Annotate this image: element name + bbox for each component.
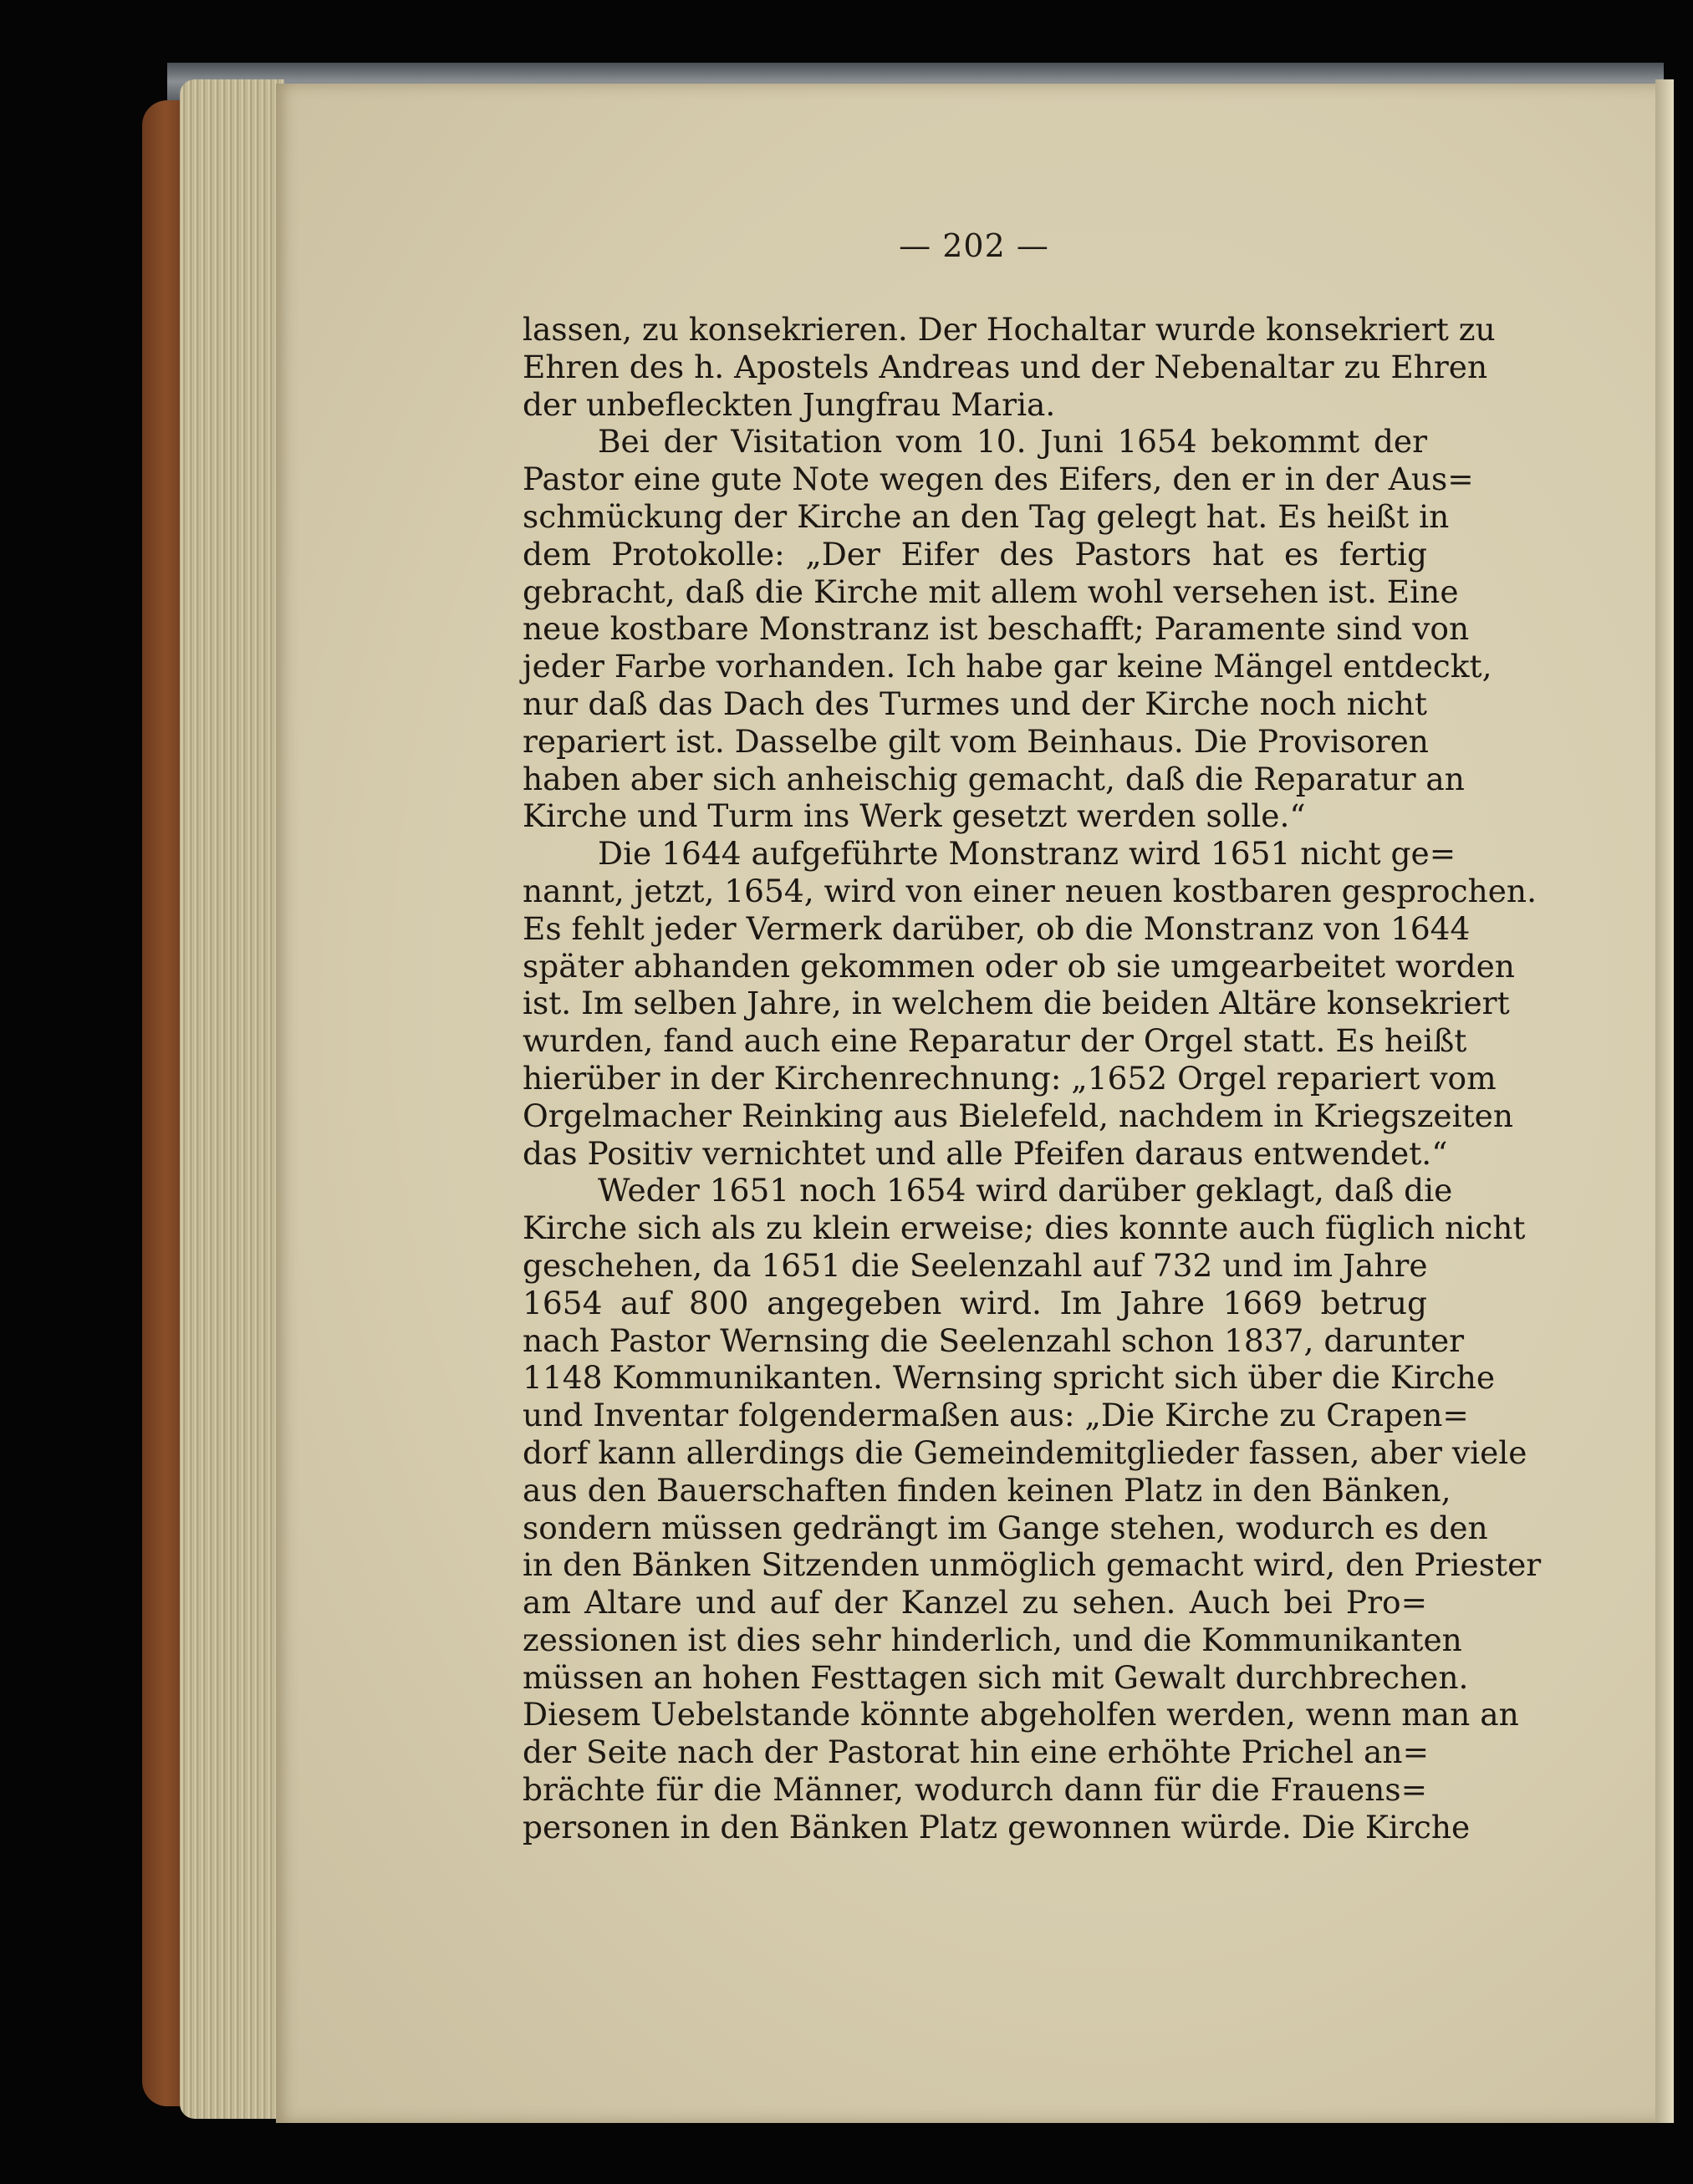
text-line: nur daß das Dach des Turmes und der Kirche noch nicht [523,685,1427,722]
text-line: nannt, jetzt, 1654, wird von einer neuen kostbaren gesprochen. [523,872,1537,909]
text-line: Die 1644 aufgeführte Monstranz wird 1651 nicht ge= [598,835,1456,873]
text-line: Bei der Visitation vom 10. Juni 1654 bekommt der [598,423,1427,461]
text-line: später abhanden gekommen oder ob sie umgearbeitet worden [523,947,1515,985]
text-line: brächte für die Männer, wodurch dann für die Frauens= [523,1771,1427,1809]
text-line: haben aber sich anheischig gemacht, daß die Reparatur an [523,760,1465,797]
text-line: der Seite nach der Pastorat hin eine erhöhte Prichel an= [523,1733,1429,1771]
text-line: zessionen ist dies sehr hinderlich, und die Kommunikanten [523,1621,1462,1658]
text-line: das Positiv vernichtet und alle Pfeifen daraus entwendet.“ [523,1134,1448,1172]
text-line: Ehren des h. Apostels Andreas und der Nebenaltar zu Ehren [523,348,1488,385]
text-line: und Inventar folgendermaßen aus: „Die Kirche zu Crapen= [523,1397,1469,1434]
page-right-edge [1655,79,1674,2123]
text-line: Orgelmacher Reinking aus Bielefeld, nachdem in Kriegszeiten [523,1097,1513,1134]
text-line: Pastor eine gute Note wegen des Eifers, den er in der Aus= [523,461,1474,498]
text-line: müssen an hohen Festtagen sich mit Gewalt durchbrechen. [523,1658,1469,1696]
page-number: — 202 — [899,227,1049,264]
text-line: nach Pastor Wernsing die Seelenzahl schon 1837, darunter [523,1321,1465,1359]
text-line: Kirche sich als zu klein erweise; dies konnte auch füglich nicht [523,1209,1526,1247]
text-line: Kirche und Turm ins Werk gesetzt werden solle.“ [523,797,1306,835]
text-line: dorf kann allerdings die Gemeindemitglieder fassen, aber viele [523,1433,1527,1471]
text-line: 1148 Kommunikanten. Wernsing spricht sich über die Kirche [523,1359,1496,1397]
text-line: hierüber in der Kirchenrechnung: „1652 Orgel repariert vom [523,1059,1497,1097]
text-line: aus den Bauerschaften finden keinen Platz in den Bänken, [523,1471,1451,1509]
text-line: geschehen, da 1651 die Seelenzahl auf 732 und im Jahre [523,1246,1428,1284]
text-line: jeder Farbe vorhanden. Ich habe gar keine Mängel entdeckt, [523,648,1492,685]
text-line: in den Bänken Sitzenden unmöglich gemacht wird, den Priester [523,1546,1542,1584]
text-line: Diesem Uebelstande könnte abgeholfen werden, wenn man an [523,1696,1519,1733]
text-line: schmückung der Kirche an den Tag gelegt hat. Es heißt in [523,497,1450,535]
text-line: der unbefleckten Jungfrau Maria. [523,385,1056,423]
text-line: dem Protokolle: „Der Eifer des Pastors hat es fertig [523,535,1427,573]
text-line: neue kostbare Monstranz ist beschafft; Paramente sind von [523,610,1470,648]
text-line: wurden, fand auch eine Reparatur der Orgel statt. Es heißt [523,1022,1467,1060]
text-line: 1654 auf 800 angegeben wird. Im Jahre 1669 betrug [523,1284,1427,1321]
text-line: sondern müssen gedrängt im Gange stehen, wodurch es den [523,1509,1488,1546]
text-line: Es fehlt jeder Vermerk darüber, ob die Monstranz von 1644 [523,909,1471,947]
text-line: personen in den Bänken Platz gewonnen würde. Die Kirche [523,1808,1471,1845]
body-text [523,311,1542,1846]
text-line: Weder 1651 noch 1654 wird darüber geklagt, daß die [598,1172,1453,1209]
text-line: lassen, zu konsekrieren. Der Hochaltar wurde konsekriert zu [523,311,1496,348]
text-line: ist. Im selben Jahre, in welchem die beiden Altäre konsekriert [523,985,1510,1022]
stacked-page-edges [180,79,284,2119]
text-line: gebracht, daß die Kirche mit allem wohl versehen ist. Eine [523,573,1459,610]
text-line: am Altare und auf der Kanzel zu sehen. Auch bei Pro= [523,1584,1427,1621]
text-line: repariert ist. Dasselbe gilt vom Beinhaus. Die Provisoren [523,722,1429,760]
